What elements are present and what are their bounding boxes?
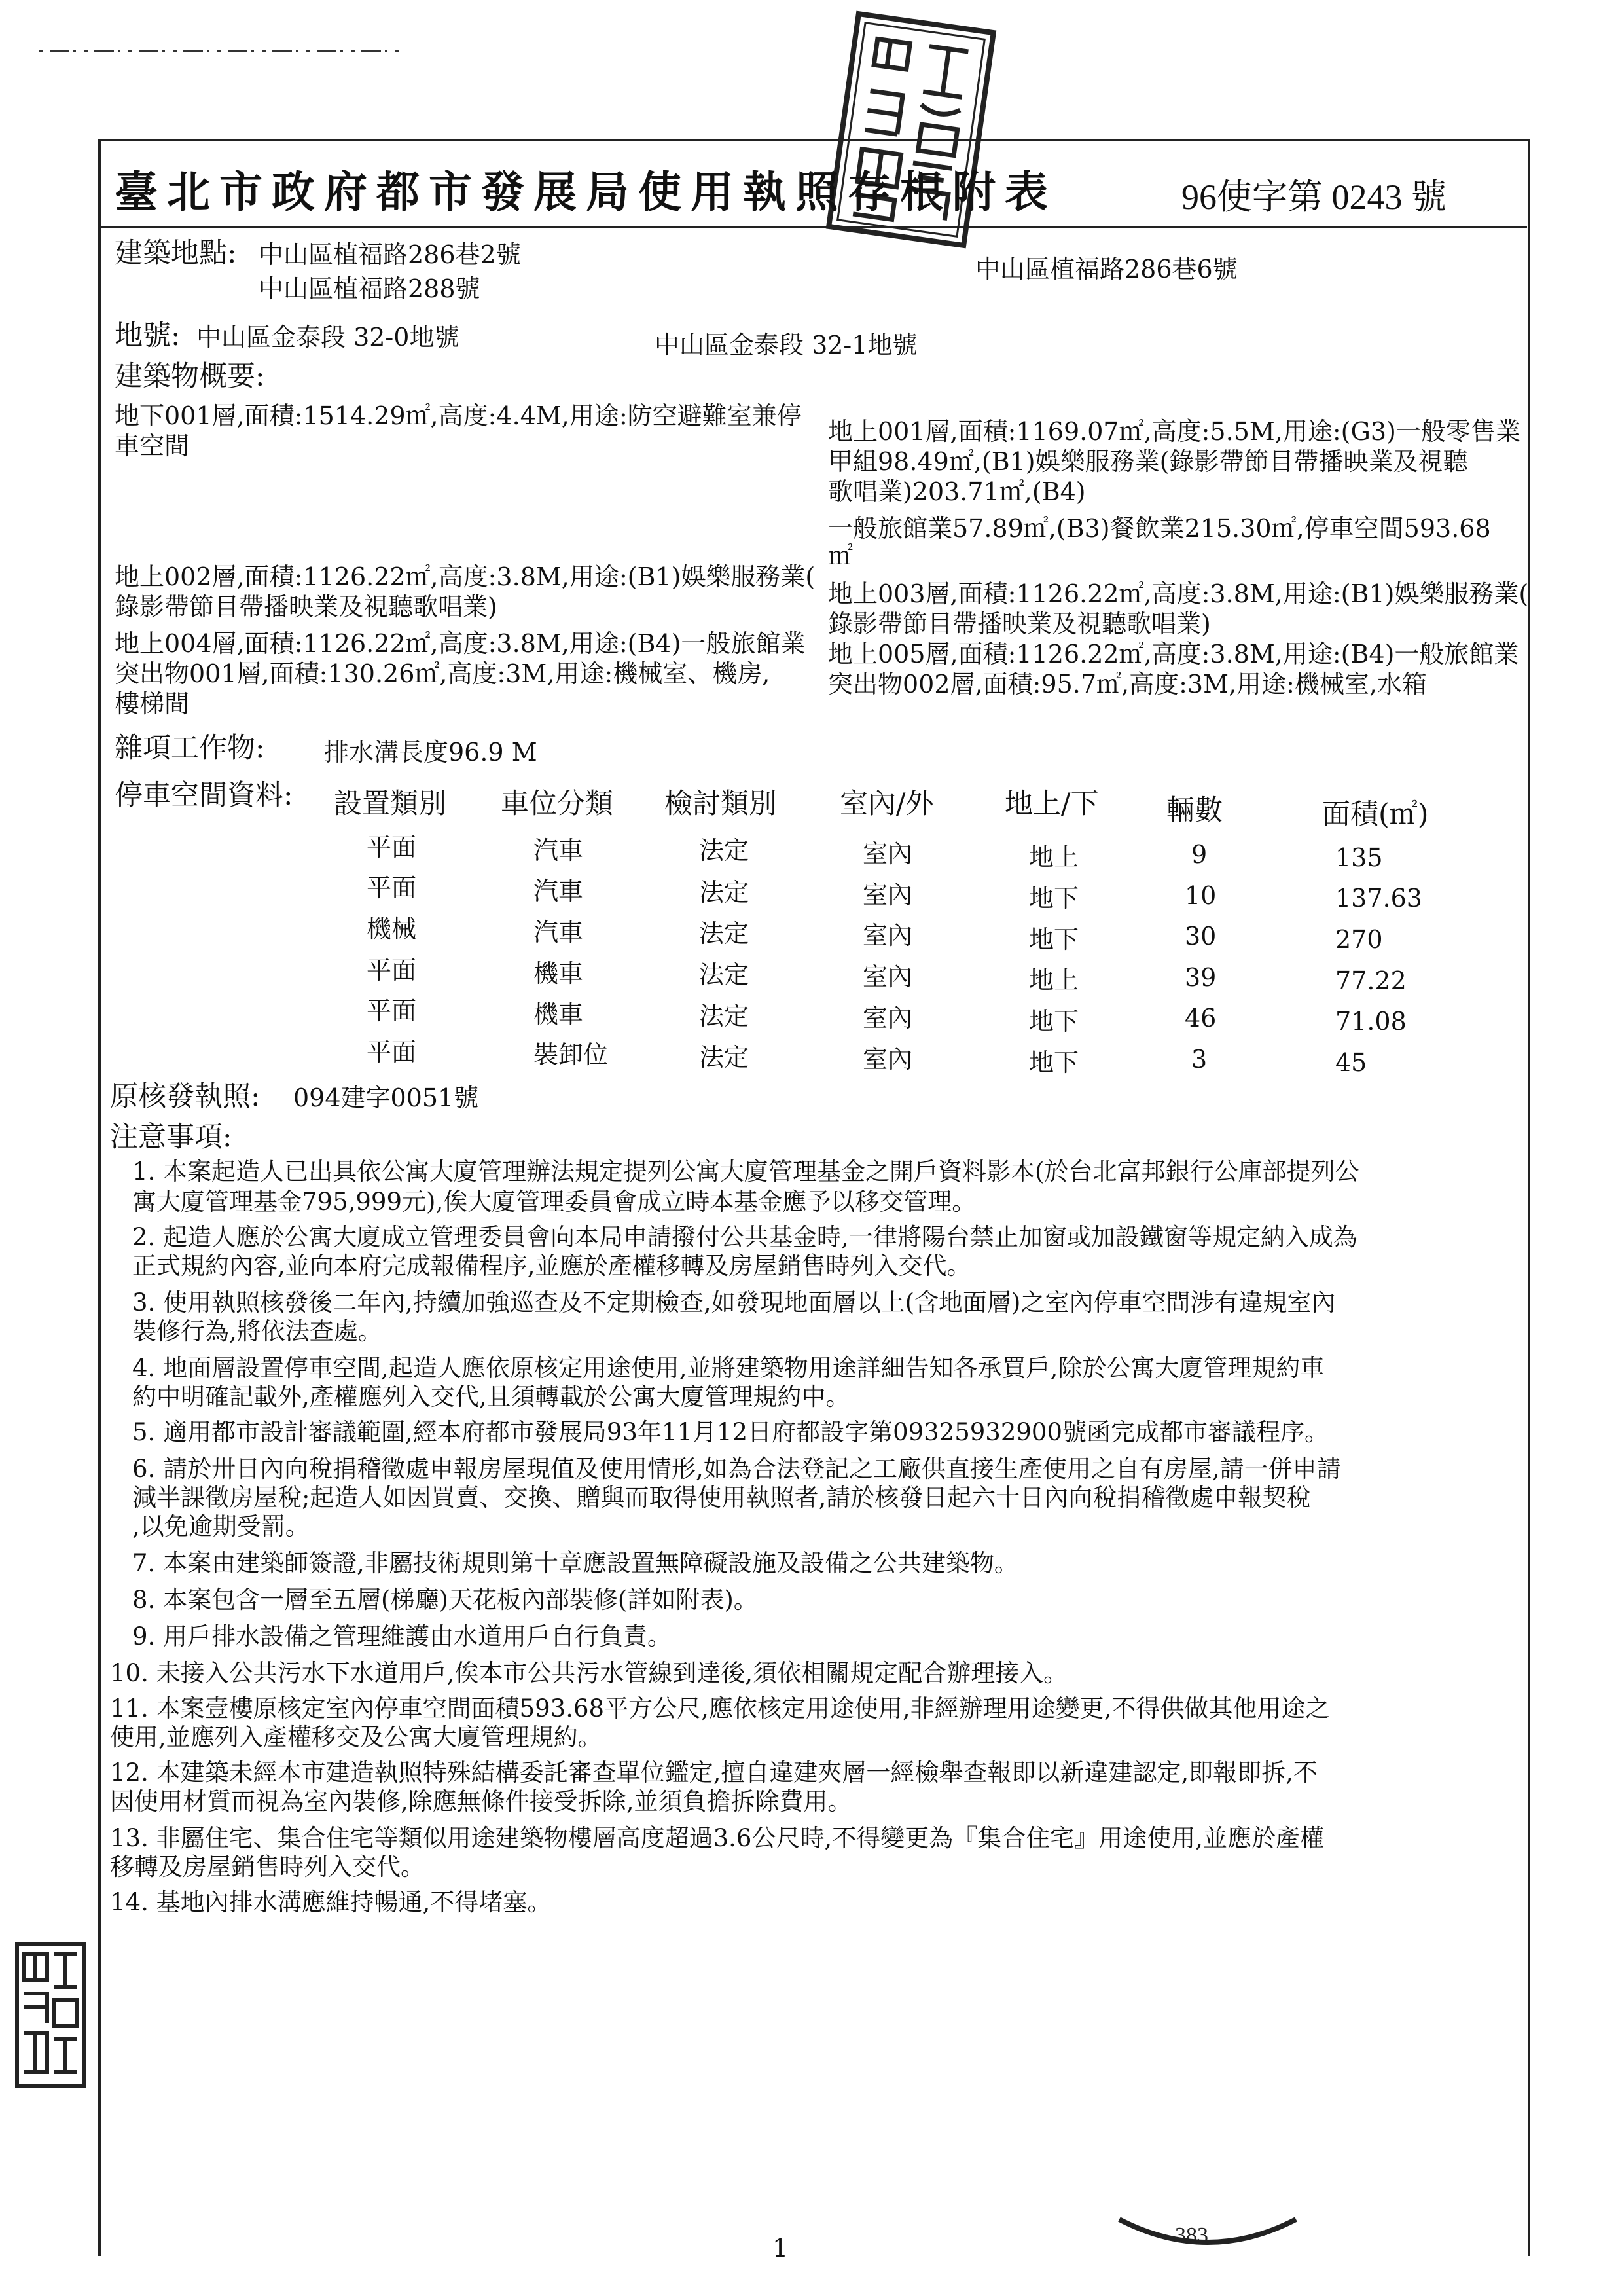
note-line: 正式規約內容,並向本府完成報備程序,並應於產權移轉及房屋銷售時列入交代。 [132,1252,971,1280]
building-right-line: ㎡ [828,541,854,570]
parking-cell: 135 [1335,843,1383,872]
parking-cell: 機車 [533,959,584,988]
parking-cell: 法定 [699,919,749,948]
parking-cell: 地下 [1029,925,1079,954]
title-rule [98,226,1527,228]
parking-cell: 39 [1185,963,1217,992]
note-line: 4. 地面層設置停車空間,起造人應依原核定用途使用,並將建築物用途詳細告知各承買戶,除於公寓大廈管理規約車 [132,1354,1325,1382]
parking-cell: 地上 [1029,843,1079,871]
parking-cell: 270 [1335,925,1383,954]
misc-works-label: 雜項工作物: [115,732,265,765]
parking-cell: 室內 [863,839,913,868]
parking-cell: 室內 [863,921,913,950]
parking-header-cell: 檢討類別 [664,788,777,820]
note-line: 7. 本案由建築師簽證,非屬技術規則第十章應設置無障礙設施及設備之公共建築物。 [132,1549,1018,1577]
building-right-line: 地上003層,面積:1126.22㎡,高度:3.8M,用途:(B1)娛樂服務業( [828,579,1529,608]
original-license-value: 094建字0051號 [293,1084,479,1112]
parking-cell: 法定 [699,1043,749,1072]
top-rule [98,139,1527,141]
building-left-line: 地下001層,面積:1514.29㎡,高度:4.4M,用途:防空避難室兼停 [115,401,802,430]
building-left-line: 錄影帶節目帶播映業及視聽歌唱業) [115,592,497,621]
note-line: 裝修行為,將依法查處。 [132,1317,382,1345]
building-left-line: 地上002層,面積:1126.22㎡,高度:3.8M,用途:(B1)娛樂服務業( [115,562,816,591]
building-left-line: 車空間 [115,431,190,460]
location-label: 建築地點: [115,237,237,270]
note-line: 3. 使用執照核發後二年內,持續加強巡查及不定期檢查,如發現地面層以上(含地面層)之室內停車空間涉有違規室內 [132,1288,1336,1317]
parking-cell: 30 [1185,922,1217,951]
parking-header-cell: 室內/外 [840,788,934,820]
location-address-2: 中山區植福路288號 [259,274,480,303]
page-number: 1 [772,2234,789,2263]
parking-header-cell: 車位分類 [501,788,613,820]
parking-cell: 平面 [367,833,417,862]
building-right-line: 錄影帶節目帶播映業及視聽歌唱業) [828,610,1211,638]
parking-cell: 10 [1185,881,1217,910]
misc-works-value: 排水溝長度96.9 M [324,738,537,767]
note-line: 9. 用戶排水設備之管理維護由水道用戶自行負責。 [132,1622,672,1650]
parking-cell: 平面 [367,956,417,985]
location-address-3: 中山區植福路286巷6號 [975,255,1238,283]
location-address-1: 中山區植福路286巷2號 [259,240,521,269]
parking-cell: 法定 [699,878,749,907]
parking-header-cell: 地上/下 [1005,788,1099,820]
note-line: 1. 本案起造人已出具依公寓大廈管理辦法規定提列公寓大廈管理基金之開戶資料影本(於台北富邦銀行公庫部提列公 [132,1157,1359,1186]
page-title: 臺北市政府都市發展局使用執照存根附表 [115,166,1057,217]
building-right-line: 地上001層,面積:1169.07㎡,高度:5.5M,用途:(G3)一般零售業 [828,417,1520,446]
scan-mark-line [39,46,406,56]
parking-cell: 45 [1335,1048,1367,1077]
building-right-line: 突出物002層,面積:95.7㎡,高度:3M,用途:機械室,水箱 [828,670,1427,699]
note-line: 移轉及房屋銷售時列入交代。 [110,1853,425,1881]
parking-cell: 法定 [699,1002,749,1030]
parking-cell: 平面 [367,1038,417,1066]
parking-cell: 室內 [863,1004,913,1032]
note-line: 8. 本案包含一層至五層(梯廳)天花板內部裝修(詳如附表)。 [132,1586,758,1614]
parking-cell: 46 [1185,1004,1217,1032]
parking-cell: 汽車 [533,918,584,947]
building-right-line: 一般旅館業57.89㎡,(B3)餐飲業215.30㎡,停車空間593.68 [828,514,1491,543]
document-number: 96使字第 0243 號 [1181,177,1447,217]
notes-heading: 注意事項: [110,1121,232,1154]
parking-cell: 71.08 [1335,1007,1407,1036]
building-left-line: 地上004層,面積:1126.22㎡,高度:3.8M,用途:(B4)一般旅館業 [115,629,806,658]
note-line: 13. 非屬住宅、集合住宅等類似用途建築物樓層高度超過3.6公尺時,不得變更為『集合住宅』用途使用,並應於產權 [110,1824,1324,1852]
svg-text:383: 383 [1175,2223,1208,2248]
building-summary-heading: 建築物概要: [115,360,265,393]
parking-cell: 地下 [1029,1007,1079,1036]
building-left-line: 突出物001層,面積:130.26㎡,高度:3M,用途:機械室、機房, [115,659,770,688]
original-license-label: 原核發執照: [110,1080,261,1113]
building-left-line: 樓梯間 [115,689,190,718]
note-line: 14. 基地內排水溝應維持暢通,不得堵塞。 [110,1888,552,1916]
parking-cell: 機車 [533,1000,584,1029]
parking-cell: 3 [1191,1045,1208,1074]
note-line: 使用,並應列入產權移交及公寓大廈管理規約。 [110,1723,602,1751]
parking-cell: 137.63 [1335,884,1422,913]
parking-header-cell: 設置類別 [334,788,446,820]
note-line: 約中明確記載外,產權應列入交代,且須轉載於公寓大廈管理規約中。 [132,1383,850,1411]
note-line: 11. 本案壹樓原核定室內停車空間面積593.68平方公尺,應依核定用途使用,非經辦理用途變更,不得供做其他用途之 [110,1694,1330,1722]
parking-cell: 9 [1191,840,1208,869]
parking-cell: 汽車 [533,877,584,905]
parking-header-cell: 面積(㎡) [1322,798,1429,831]
parking-cell: 室內 [863,881,913,909]
lot-label: 地號: [115,319,181,352]
parking-cell: 地下 [1029,1048,1079,1077]
parking-cell: 汽車 [533,836,584,865]
parking-cell: 77.22 [1335,966,1407,995]
note-line: 寓大廈管理基金795,999元),俟大廈管理委員會成立時本基金應予以移交管理。 [132,1188,977,1216]
parking-cell: 法定 [699,960,749,989]
parking-cell: 室內 [863,1045,913,1074]
note-line: ,以免逾期受罰。 [132,1512,310,1540]
building-right-line: 歌唱業)203.71㎡,(B4) [828,477,1086,506]
note-line: 10. 未接入公共污水下水道用戶,俟本市公共污水管線到達後,須依相關規定配合辦理接入。 [110,1659,1068,1687]
note-line: 5. 適用都市設計審議範圍,經本府都市發展局93年11月12日府都設字第09325932900號函完成都市審議程序。 [132,1418,1329,1446]
note-line: 6. 請於卅日內向稅捐稽徵處申報房屋現值及使用情形,如為合法登記之工廠供直接生產使用之自有房屋,請一併申請 [132,1455,1341,1483]
note-line: 因使用材質而視為室內裝修,除應無條件接受拆除,並須負擔拆除費用。 [110,1787,852,1815]
building-right-line: 地上005層,面積:1126.22㎡,高度:3.8M,用途:(B4)一般旅館業 [828,640,1519,668]
parking-cell: 裝卸位 [533,1040,609,1069]
parking-cell: 地下 [1029,884,1079,913]
parking-cell: 法定 [699,836,749,865]
parking-cell: 機械 [367,915,417,943]
parking-header-cell: 輛數 [1166,794,1223,827]
lot-number-1: 中山區金泰段 32-0地號 [196,323,459,352]
parking-cell: 地上 [1029,966,1079,994]
lot-number-2: 中山區金泰段 32-1地號 [655,331,918,359]
building-right-line: 甲組98.49㎡,(B1)娛樂服務業(錄影帶節目帶播映業及視聽 [828,447,1468,476]
side-seal-stamp [14,1941,86,2088]
note-line: 12. 本建築未經本市建造執照特殊結構委託審查單位鑑定,擅自違建夾層一經檢舉查報即以新違建認定,即報即拆,不 [110,1758,1318,1787]
parking-cell: 室內 [863,962,913,991]
parking-cell: 平面 [367,873,417,902]
note-line: 2. 起造人應於公寓大廈成立管理委員會向本局申請撥付公共基金時,一律將陽台禁止加窗或加設鐵窗等規定納入成為 [132,1223,1357,1251]
note-line: 減半課徵房屋稅;起造人如因買賣、交換、贈與而取得使用執照者,請於核發日起六十日內向稅捐稽徵處申報契稅 [132,1484,1311,1512]
parking-cell: 平面 [367,996,417,1025]
parking-label: 停車空間資料: [115,779,293,812]
